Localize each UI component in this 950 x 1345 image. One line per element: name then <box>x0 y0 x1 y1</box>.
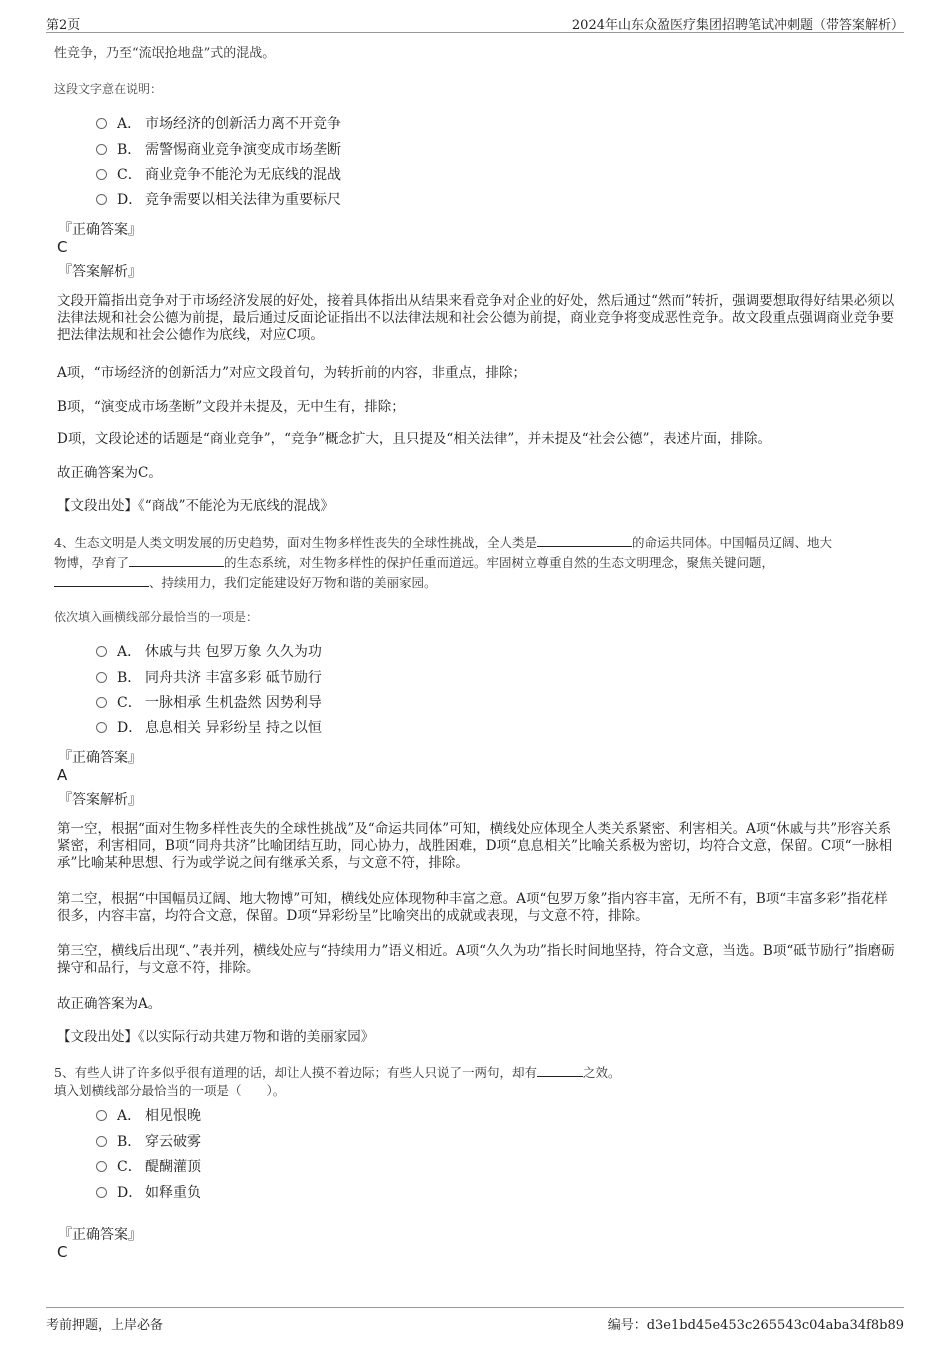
q4-source: 【文段出处】《以实际行动共建万物和谐的美丽家园》 <box>57 1029 375 1045</box>
q3-analysis-label: 『答案解析』 <box>58 264 142 280</box>
q5-option-a[interactable]: A． 相见恨晚 <box>96 1105 201 1127</box>
radio-icon[interactable] <box>96 144 107 155</box>
q4-analysis-p4: 故正确答案为A。 <box>57 996 162 1012</box>
page-footer <box>46 1307 904 1338</box>
q5-option-c[interactable]: C． 醍醐灌顶 <box>96 1156 201 1178</box>
q4-analysis-p3: 第三空，横线后出现“、”表并列，横线处应与“持续用力”语义相近。A项“久久为功”指长时间地坚持，符合文意，当选。B项“砥节励行”指磨砺操守和品行，与文意不符，排除。 <box>57 943 895 976</box>
q3-answer-label: 『正确答案』 <box>58 222 142 238</box>
q4-option-d[interactable]: D． 息息相关 异彩纷呈 持之以恒 <box>96 717 322 739</box>
q4-blank-3 <box>54 574 149 587</box>
radio-icon[interactable] <box>96 646 107 657</box>
q3-analysis-p5: 故正确答案为C。 <box>57 465 162 481</box>
q5-blank <box>537 1064 583 1077</box>
q3-lead: 这段文字意在说明： <box>54 82 163 96</box>
document-id: 编号：d3e1bd45e453c265543c04aba34f8b89 <box>607 1318 904 1333</box>
q5-answer-label: 『正确答案』 <box>58 1227 142 1243</box>
radio-icon[interactable] <box>96 169 107 180</box>
radio-icon[interactable] <box>96 1161 107 1172</box>
q3-analysis-p2: A项，“市场经济的创新活力”对应文段首句，为转折前的内容，非重点，排除； <box>57 365 527 381</box>
footer-slogan: 考前押题，上岸必备 <box>46 1318 164 1333</box>
page-header <box>46 12 904 33</box>
q5-option-d[interactable]: D． 如释重负 <box>96 1182 201 1204</box>
q5-option-b[interactable]: B． 穿云破雾 <box>96 1131 201 1153</box>
q4-analysis-label: 『答案解析』 <box>58 792 142 808</box>
q3-analysis-p1: 文段开篇指出竞争对于市场经济发展的好处，接着具体指出从结果来看竞争对企业的好处，然后通过“然而”转折，强调要想取得好结果必须以法律法规和社会公德为前提，最后通过反面论证指出不以法律法规和社会公德为前提，商业竞争将变成恶性竞争。故文段重点强调商业竞争要把法律法规和社会公德作为底线，对应C项。 <box>57 293 895 343</box>
q4-option-a[interactable]: A． 休戚与共 包罗万象 久久为功 <box>96 641 322 663</box>
radio-icon[interactable] <box>96 722 107 733</box>
q4-analysis-p1: 第一空，根据“面对生物多样性丧失的全球性挑战”及“命运共同体”可知，横线处应体现全人类关系紧密、利害相关。A项“休戚与共”形容关系紧密，利害相同，B项“同舟共济”比喻团结互助，同心协力，战胜困难，D项“息息相关”比喻关系极为密切，均符合文意，保留。C项“一脉相承”比喻某种思想、行为或学说之间有继承关系，与文意不符，排除。 <box>57 821 893 871</box>
q3-tail-text: 性竞争，乃至“流氓抢地盘”式的混战。 <box>54 46 276 61</box>
radio-icon[interactable] <box>96 194 107 205</box>
document-title: 2024年山东众盈医疗集团招聘笔试冲刺题（带答案解析） <box>571 18 904 33</box>
q4-answer: A <box>57 766 68 784</box>
q4-lead: 依次填入画横线部分最恰当的一项是： <box>54 610 259 624</box>
radio-icon[interactable] <box>96 1110 107 1121</box>
q4-blank-2 <box>129 554 224 567</box>
q3-analysis-p3: B项，“演变成市场垄断”文段并未提及，无中生有，排除； <box>57 399 405 415</box>
radio-icon[interactable] <box>96 1136 107 1147</box>
q3-option-c[interactable]: C． 商业竞争不能沦为无底线的混战 <box>96 164 341 186</box>
q4-option-c[interactable]: C． 一脉相承 生机盎然 因势利导 <box>96 692 322 714</box>
q5-lead: 填入划横线部分最恰当的一项是（ ）。 <box>54 1083 286 1098</box>
radio-icon[interactable] <box>96 672 107 683</box>
q4-stem: 4、生态文明是人类文明发展的历史趋势，面对生物多样性丧失的全球性挑战，全人类是 的命运共同体。中国幅员辽阔、地大 物博，孕育了 的生态系统，对生物多样性的保护任重而道远。牢固树立尊重自然的生态文明理念，聚焦关键问题， 、持续用力，我们定能建设好万物和谐的美丽家园。 <box>54 535 832 590</box>
q4-blank-1 <box>537 534 632 547</box>
page-number: 第2页 <box>46 18 81 33</box>
q4-answer-label: 『正确答案』 <box>58 750 142 766</box>
q5-answer: C <box>57 1243 68 1261</box>
q3-option-d[interactable]: D． 竞争需要以相关法律为重要标尺 <box>96 189 341 211</box>
q3-analysis-p4: D项，文段论述的话题是“商业竞争”，“竞争”概念扩大，且只提及“相关法律”，并未提及“社会公德”，表述片面，排除。 <box>57 431 772 447</box>
q5-stem: 5、有些人讲了许多似乎很有道理的话，却让人摸不着边际；有些人只说了一两句，却有 之效。 填入划横线部分最恰当的一项是（ ）。 <box>54 1065 621 1098</box>
radio-icon[interactable] <box>96 118 107 129</box>
q4-option-b[interactable]: B． 同舟共济 丰富多彩 砥节励行 <box>96 667 322 689</box>
radio-icon[interactable] <box>96 1187 107 1198</box>
q4-analysis-p2: 第二空，根据“中国幅员辽阔、地大物博”可知，横线处应体现物种丰富之意。A项“包罗万象”指内容丰富，无所不有，B项“丰富多彩”指花样很多，内容丰富，均符合文意，保留。D项“异彩纷呈”比喻突出的成就或表现，与文意不符，排除。 <box>57 891 888 924</box>
radio-icon[interactable] <box>96 697 107 708</box>
q3-answer: C <box>57 238 68 256</box>
q3-option-a[interactable]: A． 市场经济的创新活力离不开竞争 <box>96 113 341 135</box>
q3-option-b[interactable]: B． 需警惕商业竞争演变成市场垄断 <box>96 139 341 161</box>
q3-source: 【文段出处】《“商战”不能沦为无底线的混战》 <box>57 498 335 514</box>
